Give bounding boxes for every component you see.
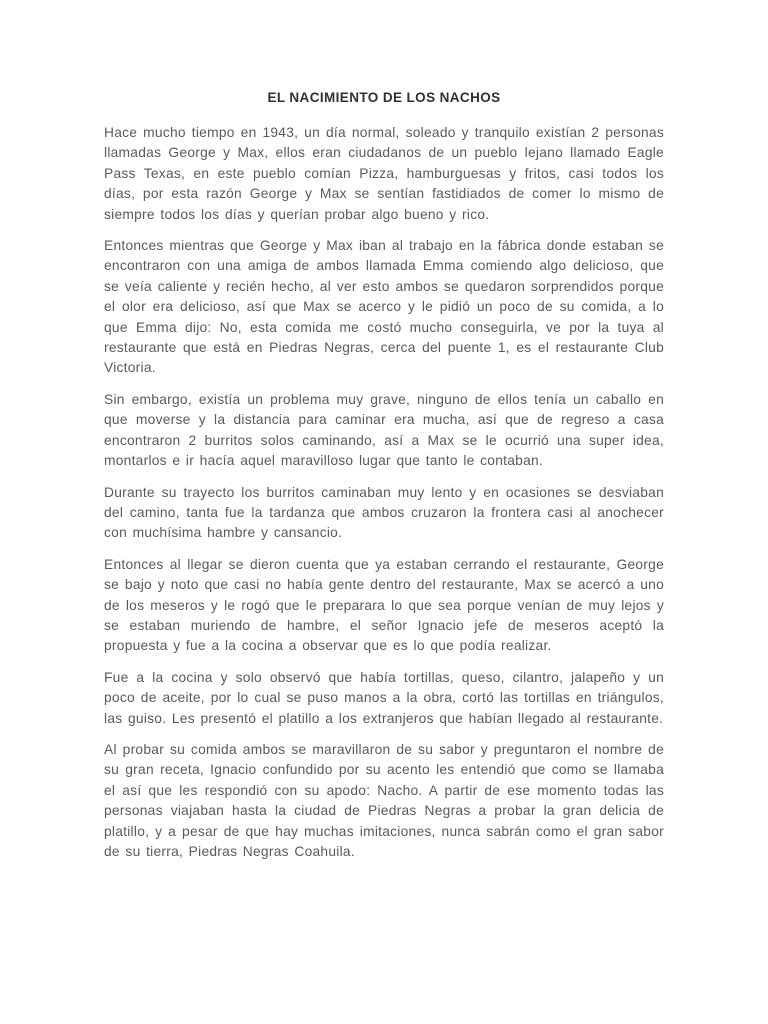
paragraph-1: Hace mucho tiempo en 1943, un día normal, soleado y tranquilo existían 2 personas llamadas George y Max, ellos eran ciudadanos de un pueblo lejano llamado Eagle Pass Texas, en este pueblo comían Pizza, hamburguesas y fritos, casi todos los días, por esta razón George y Max se sentían fastidiados de comer lo mismo de siempre todos los días y querían probar algo bueno y rico. (104, 125, 664, 222)
paragraph-5: Entonces al llegar se dieron cuenta que ya estaban cerrando el restaurante, George se bajo y noto que casi no había gente dentro del restaurante, Max se acercó a uno de los meseros y le rogó que le preparara lo que sea porque venían de muy lejos y se estaban muriendo de hambre, el señor Ignacio jefe de meseros aceptó la propuesta y fue a la cocina a observar que es lo que podía realizar. (104, 556, 664, 654)
document-title: EL NACIMIENTO DE LOS NACHOS (267, 90, 501, 105)
paragraph-2: Entonces mientras que George y Max iban al trabajo en la fábrica donde estaban se encontraron con una amiga de ambos llamada Emma comiendo algo delicioso, que se veía caliente y recién hecho, al ver esto ambos se quedaron sorprendidos porque el olor era delicioso, así que Max se acerco y le pidió un poco de su comida, a lo que Emma dijo: No, esta comida me costó mucho conseguirla, ve por la tuya al restaurante que está en Piedras Negras, cerca del puente 1, es el restaurante Club Victoria. (104, 238, 664, 376)
paragraph-3: Sin embargo, existía un problema muy grave, ninguno de ellos tenía un caballo en que moverse y la distancia para caminar era mucha, así que de regreso a casa encontraron 2 burritos solos caminando, así a Max se le ocurrió una super idea, montarlos e ir hacía aquel maravilloso lugar que tanto le contaban. (104, 391, 664, 469)
paragraph-6: Fue a la cocina y solo observó que había tortillas, queso, cilantro, jalapeño y un poco de aceite, por lo cual se puso manos a la obra, cortó las tortillas en triángulos, las guiso. Les presentó el platillo a los extranjeros que habían llegado al restaurante. (104, 669, 664, 726)
paragraph-4: Durante su trayecto los burritos caminaban muy lento y en ocasiones se desviaban del camino, tanta fue la tardanza que ambos cruzaron la frontera casi al anochecer con muchísima hambre y cansancio. (104, 484, 664, 541)
paragraph-7: Al probar su comida ambos se maravillaron de su sabor y preguntaron el nombre de su gran receta, Ignacio confundido por su acento les entendió que como se llamaba el así que les respondió con su apodo: Nacho. A partir de ese momento todas las personas viajaban hasta la ciudad de Piedras Negras a probar la gran delicia de platillo, y a pesar de que hay muchas imitaciones, nunca sabrán como el gran sabor de su tierra, Piedras Negras Coahuila. (104, 741, 664, 859)
